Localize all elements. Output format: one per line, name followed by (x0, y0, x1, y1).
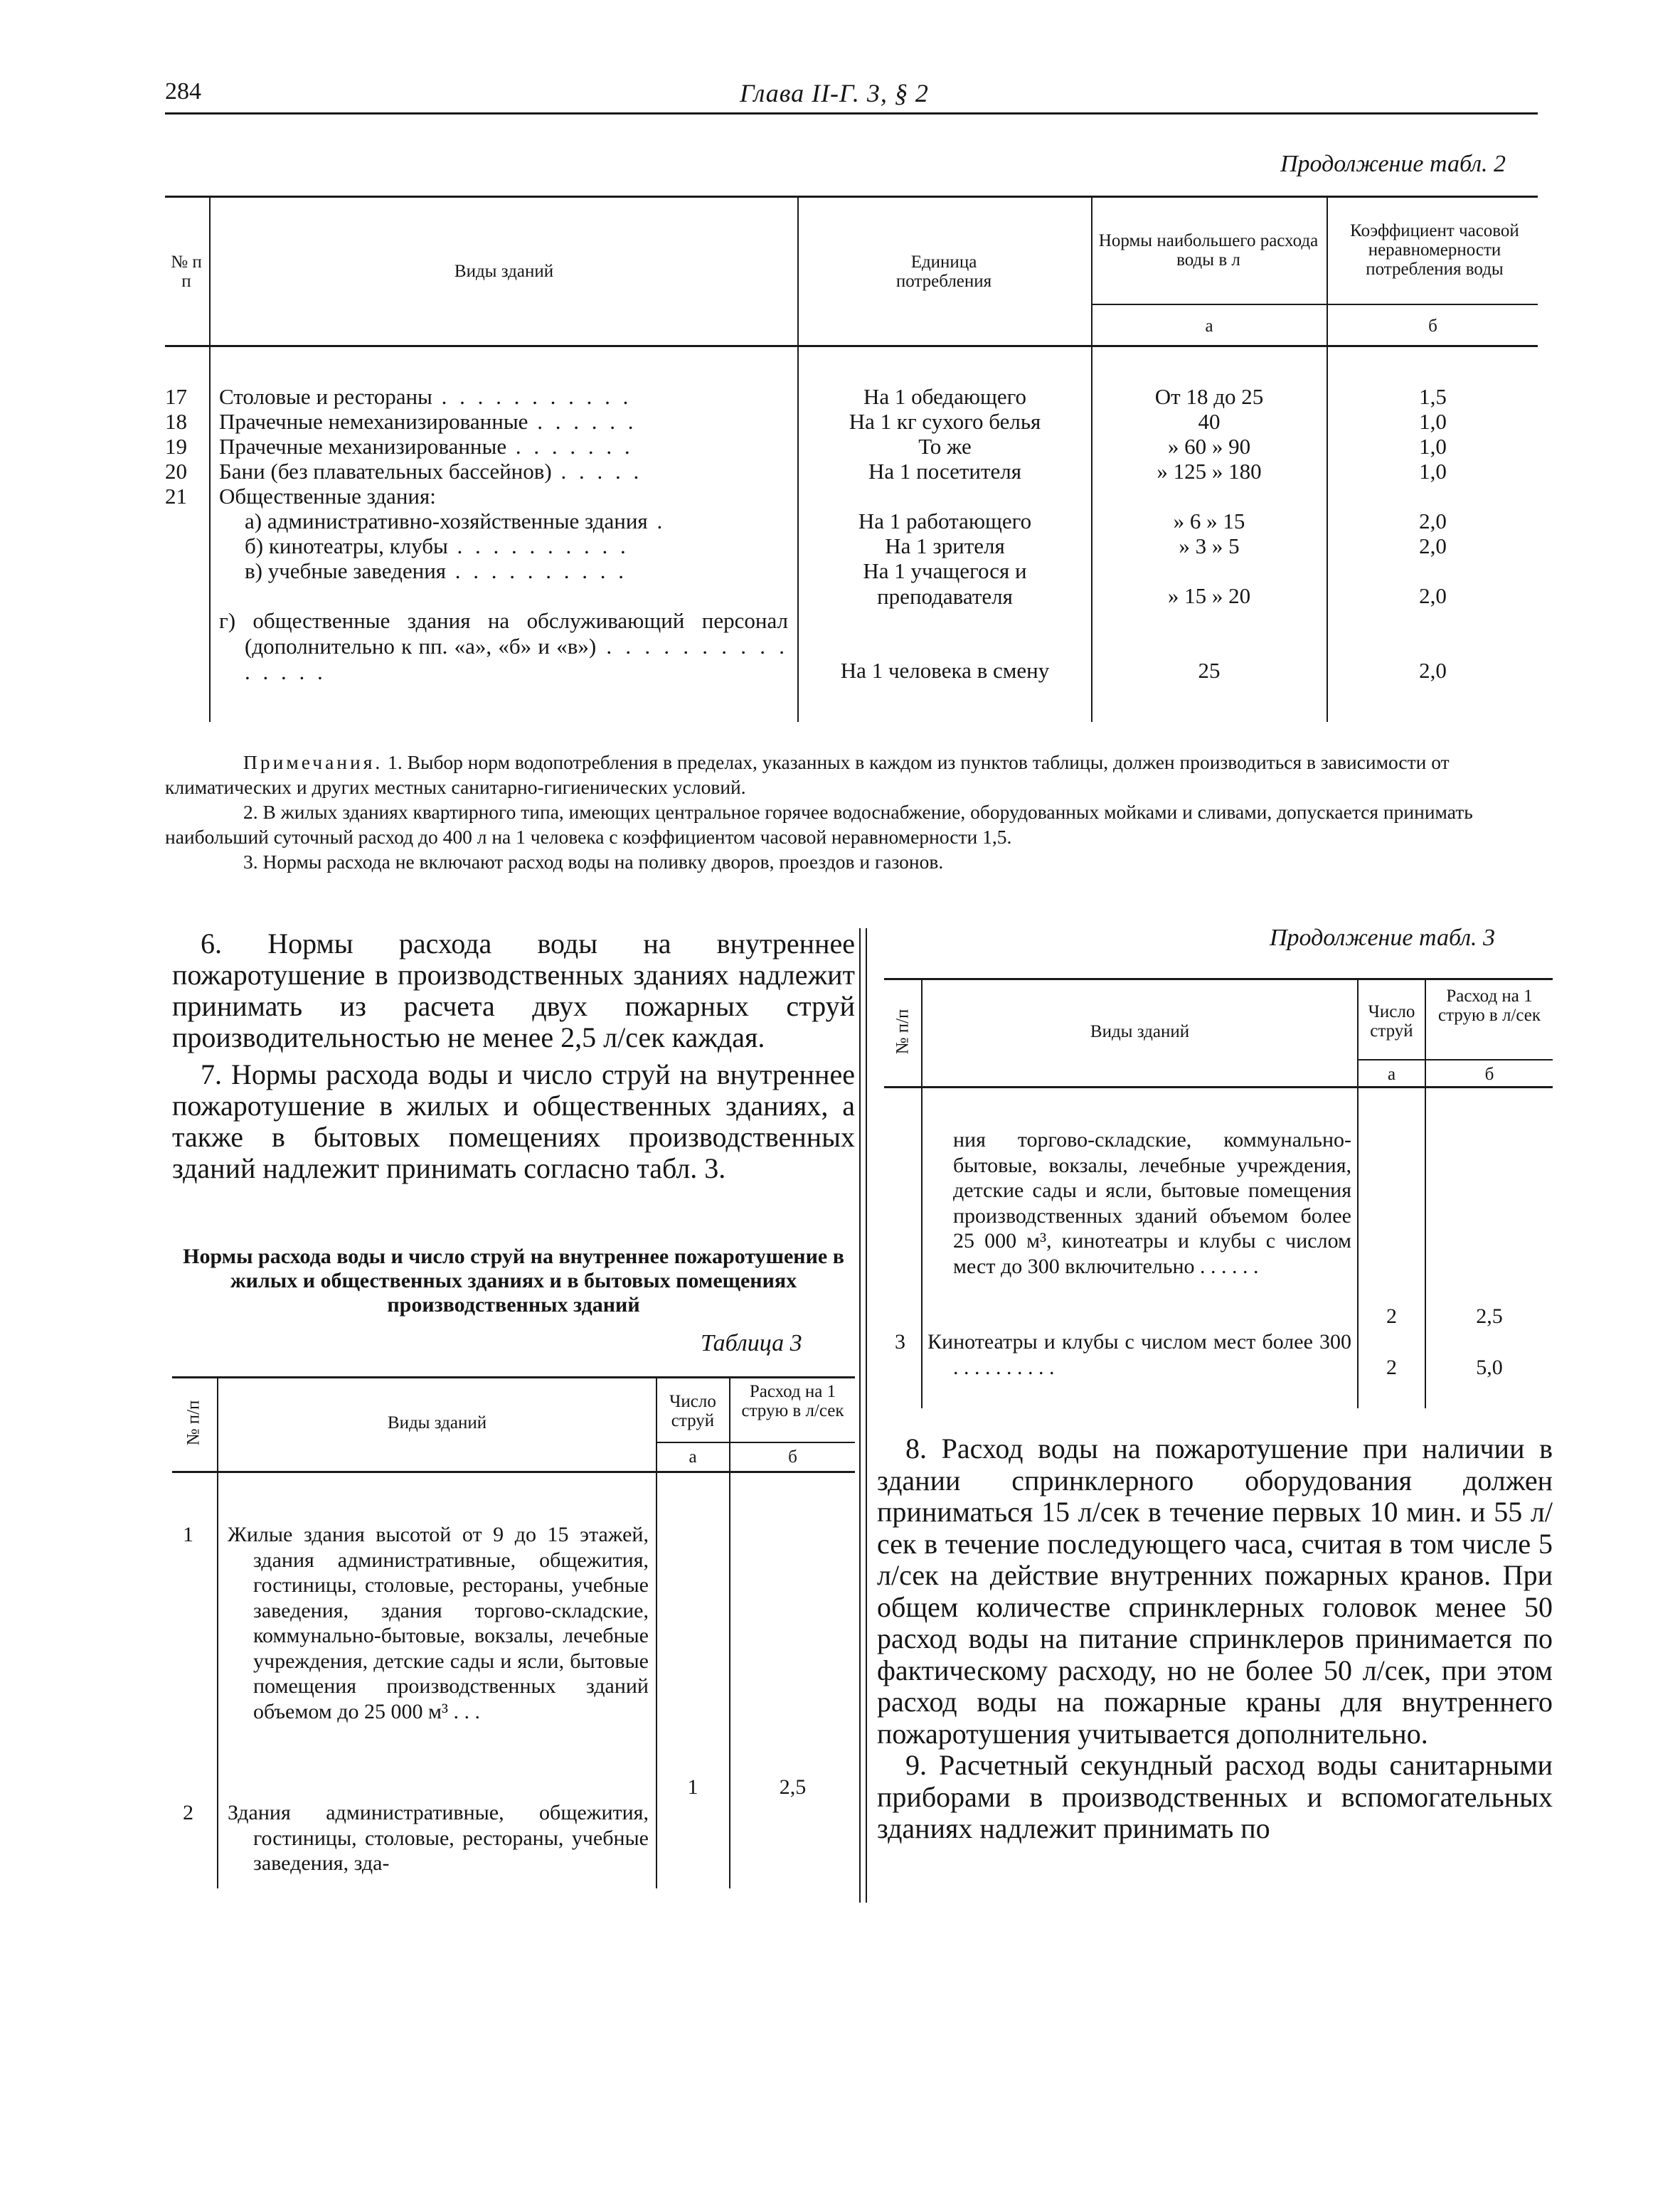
table3c-row-jets: 2 (1386, 1356, 1397, 1379)
paragraph-9: 9. Расчетный секундный расход воды санитарными приборами в производственных и вспомогательных зданиях надлежит принимать по (877, 1749, 1553, 1844)
table-3-continued (884, 978, 1553, 1408)
table2-row-unit: На 1 кг сухого белья (849, 409, 1041, 434)
table2-row-unit: На 1 обедающего (863, 384, 1027, 409)
table3c-vline (1357, 978, 1359, 1408)
table3-row-flow: 2,5 (779, 1775, 807, 1799)
paragraph-8: 8. Расход воды на пожаротушение при наличии в здании спринклерного оборудования должен приниматься 15 л/сек в течение первых 10 мин. и 55 л/сек в течение последующего часа, считая в том числе 5 л/сек на действие внутренних пожарных кранов. При общем количестве спринклерных головок менее 50 расход воды на питание спринклеров принимается по фактическому расходу, но не более 50 л/сек, при этом расход воды на пожарные краны для внутреннего пожаротушения учитывается дополнительно. (877, 1432, 1553, 1750)
table2-row-num: 20 (165, 459, 187, 484)
table3-col-num: № п/п (184, 1400, 203, 1446)
right-column-text (877, 1433, 1553, 1845)
table3c-col-num: № п/п (893, 1009, 913, 1055)
note-1: Примечания. 1. Выбор норм водопотребления в пределах, указанных в каждом из пунктов таблицы, должен производиться в зависимости от климатических и других местных санитарно-гигиенических условий. (165, 751, 1450, 798)
column-separator (859, 928, 861, 1903)
table3-row-text: Здания административные, общежития, гостиницы, столовые, рестораны, учебные заведения, зда- (228, 1801, 649, 1875)
column-separator (866, 928, 867, 1903)
table3c-row-text: ния торгово-складские, коммунально-бытовые, вокзалы, лечебные учреждения, детские сады и ясли, бытовые помещения производственных зданий объемом более 25 000 м³, кинотеатры и клубы с числом мест до 300 включительно . . . . . . (953, 1128, 1351, 1278)
table2-row-norm: » 15 » 20 (1167, 583, 1251, 608)
table2-sub-b: б (1428, 317, 1437, 336)
table2-row-coef: 1,0 (1419, 434, 1447, 459)
table3-continuation-label: Продолжение табл. 3 (1270, 925, 1496, 951)
table2-col-num: № п п (171, 252, 202, 291)
table3c-sub-b: б (1484, 1065, 1494, 1084)
page-number: 284 (165, 78, 201, 105)
table2-row-coef: 1,0 (1419, 409, 1447, 434)
table2-row-name: Общественные здания: (219, 484, 436, 509)
table3-col-jets: Число струй (669, 1392, 716, 1430)
chapter-heading: Глава II-Г. 3, § 2 (740, 79, 929, 107)
table3-label: Таблица 3 (701, 1330, 802, 1356)
table3-header-rule (172, 1471, 855, 1473)
table2-row-name: Столовые и рестораны . . . . . . . . . . . (219, 384, 632, 409)
table3c-row-num: 3 (895, 1330, 905, 1354)
table3c-header-rule (884, 1086, 1553, 1088)
table3c-col-flow: Расход на 1 струю в л/сек (1437, 987, 1541, 1025)
table2-row-name: а) административно-хозяйственные здания . (245, 509, 666, 533)
table2-row-unit: На 1 человека в смену (840, 658, 1050, 683)
table2-row-num: 18 (165, 409, 187, 434)
table2-row-norm: » 60 » 90 (1167, 434, 1251, 459)
table2-row-norm: 40 (1198, 409, 1221, 434)
table2-row-num: 21 (165, 484, 187, 509)
table2-row-unit: На 1 работающего (858, 509, 1032, 533)
table3-vline (217, 1376, 218, 1888)
table2-row-name: Прачечные немеханизированные . . . . . . (219, 409, 637, 434)
table2-header-rule (165, 345, 1538, 347)
table-2 (165, 196, 1538, 725)
header-rule (165, 112, 1538, 115)
table3c-row-flow: 5,0 (1476, 1356, 1503, 1379)
note-3: 3. Нормы расхода не включают расход воды на поливку дворов, проездов и газонов. (243, 851, 944, 873)
table3-row-num: 1 (183, 1523, 193, 1546)
table3c-top-rule (884, 978, 1553, 980)
table3-row-text: Жилые здания высотой от 9 до 15 этажей, здания административные, общежития, гостиницы, столовые, рестораны, учебные заведения, здания торгово-складские, коммунально-бытовые, вокзалы, лечебные учреждения, детские сады и ясли, бытовые помещения производственных зданий объемом до 25 000 м³ . . . (228, 1523, 649, 1723)
table3c-vline (1425, 978, 1426, 1408)
table2-row-norm: » 3 » 5 (1179, 533, 1240, 558)
table2-row-name: Прачечные механизированные . . . . . . . (219, 434, 634, 459)
table3-col-type: Виды зданий (387, 1413, 487, 1432)
table2-top-rule (165, 196, 1538, 198)
table2-row-coef: 2,0 (1419, 583, 1447, 608)
table2-row-name: г) общественные здания на обслуживающий персонал (дополнительно к пп. «а», «б» и «в») . . . . . . . . . . . . . . . (219, 608, 788, 684)
table3-sub-a: а (689, 1447, 697, 1467)
table2-row-num: 17 (165, 384, 187, 409)
paragraph-7: 7. Нормы расхода воды и число струй на внутреннее пожаротушение в жилых и общественных зданиях, а также в бытовых помещениях производственных зданий надлежит принимать согласно табл. 3. (172, 1058, 855, 1184)
table3c-sub-a: а (1387, 1065, 1396, 1084)
table2-row-name: в) учебные заведения . . . . . . . . . . (245, 558, 628, 583)
table3c-row-text: Кинотеатры и клубы с числом мест более 300 . . . . . . . . . . (927, 1330, 1351, 1379)
table2-row-coef: 1,5 (1419, 384, 1447, 409)
table2-row-unit: То же (918, 434, 972, 459)
table3c-vline (921, 978, 923, 1408)
table2-row-norm: » 125 » 180 (1157, 459, 1262, 484)
table3c-row-flow: 2,5 (1476, 1304, 1503, 1328)
table2-col-norm: Нормы наибольшего расхода воды в л (1098, 231, 1319, 270)
table2-row-coef: 1,0 (1419, 459, 1447, 484)
table2-sub-a: а (1205, 317, 1213, 336)
table3-title: Нормы расхода воды и число струй на внутреннее пожаротушение в жилых и общественных зданиях и в бытовых помещениях производственных зданий (183, 1245, 844, 1317)
table2-col-unit: Единица потребления (895, 252, 992, 291)
table2-row-unit: На 1 зрителя (885, 533, 1005, 558)
table2-row-norm: » 6 » 15 (1173, 509, 1245, 533)
table-3 (172, 1376, 855, 1888)
table2-row-unit: На 1 посетителя (868, 459, 1022, 484)
table3c-row-jets: 2 (1386, 1304, 1397, 1328)
table2-row-unit: На 1 учащегося и преподавателя (863, 558, 1027, 609)
table3-row-num: 2 (183, 1801, 193, 1824)
table2-row-num: 19 (165, 434, 187, 459)
table3-top-rule (172, 1376, 855, 1378)
table3-subheader-rule (656, 1442, 855, 1443)
table3-sub-b: б (788, 1447, 797, 1467)
table2-subheader-rule (1091, 304, 1538, 305)
table3-row-jets: 1 (687, 1775, 698, 1799)
table2-continuation-label: Продолжение табл. 2 (1280, 151, 1506, 177)
table2-col-type: Виды зданий (454, 262, 554, 281)
table3c-col-type: Виды зданий (1090, 1022, 1190, 1041)
table2-row-norm: От 18 до 25 (1154, 384, 1264, 409)
table2-row-coef: 2,0 (1419, 533, 1447, 558)
paragraph-6: 6. Нормы расхода воды на внутреннее пожаротушение в производственных зданиях надлежит принимать из расчета двух пожарных струй производительностью не менее 2,5 л/сек каждая. (172, 927, 855, 1053)
left-column-text (172, 928, 855, 1190)
table2-row-name: Бани (без плавательных бассейнов) . . . . . (219, 459, 643, 484)
table2-col-coef: Коэффициент часовой неравномерности потребления воды (1350, 221, 1519, 279)
table2-row-coef: 2,0 (1419, 509, 1447, 533)
table2-row-norm: 25 (1198, 658, 1221, 683)
table3c-subheader-rule (1357, 1059, 1553, 1060)
table3-col-flow: Расход на 1 струю в л/сек (741, 1382, 844, 1420)
note-2: 2. В жилых зданиях квартирного типа, имеющих центральное горячее водоснабжение, оборудованных мойками и сливами, допускается принимать наибольший суточный расход до 400 л на 1 человека с коэффициентом часовой неравномерности 1,5. (165, 801, 1473, 848)
table3c-col-jets: Число струй (1368, 1002, 1415, 1041)
table2-row-coef: 2,0 (1419, 658, 1447, 683)
table2-notes (165, 750, 1538, 874)
table2-row-name: б) кинотеатры, клубы . . . . . . . . . . (245, 533, 629, 558)
